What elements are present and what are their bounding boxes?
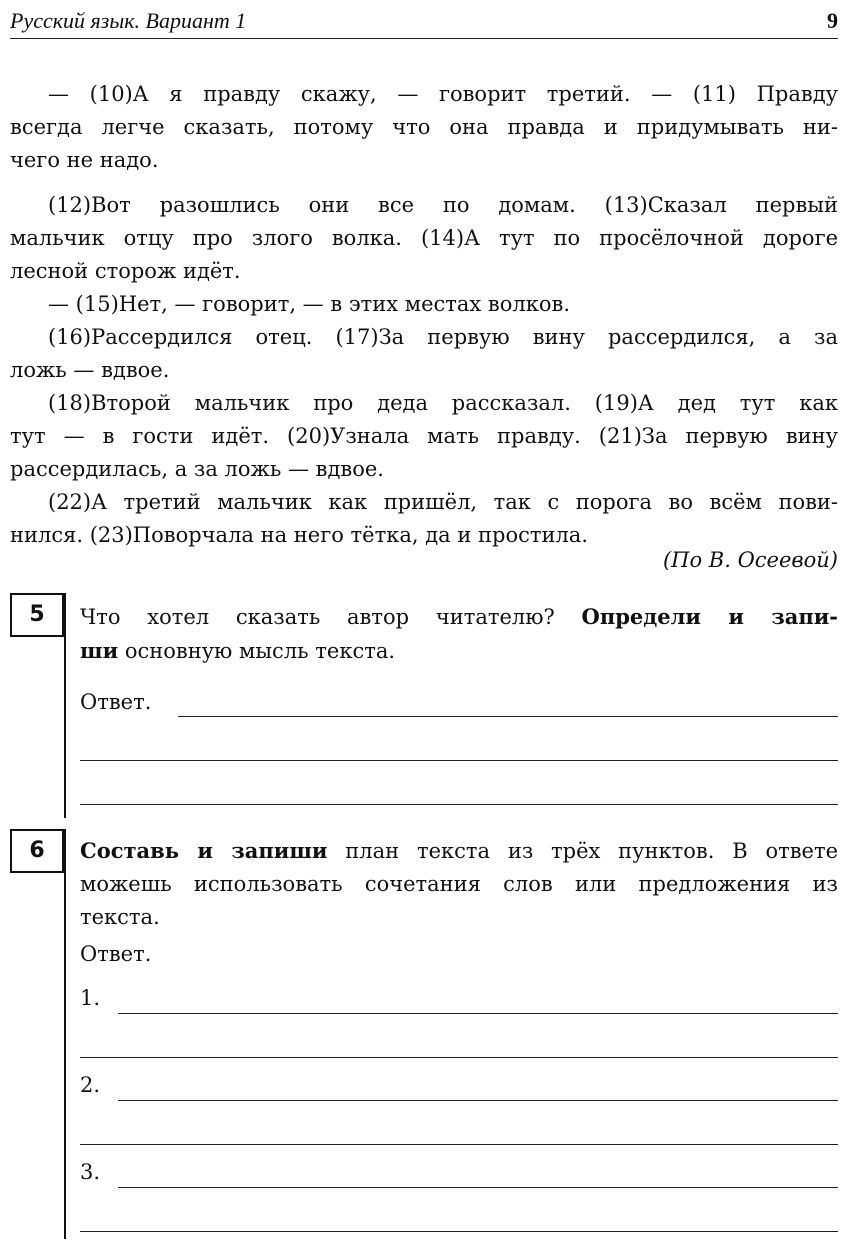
answer-line[interactable] (118, 1187, 838, 1188)
answer-line[interactable] (80, 804, 838, 805)
task5-line-1 (80, 600, 838, 634)
task6-question (80, 834, 838, 934)
task5-bold-2: ши (80, 638, 119, 663)
task6-bold: Составь и запиши (80, 838, 328, 863)
text-line: чего не надо. (10, 148, 159, 172)
page-number: 9 (827, 8, 838, 33)
task5-line-2 (80, 634, 838, 668)
text-line: (12)Вот разошлись они все по домам. (13)Сказал первый (48, 193, 838, 217)
task-number-box-5: 5 (10, 593, 64, 637)
task5-question (80, 600, 838, 668)
plan-item-number-2: 2. (80, 1073, 101, 1097)
answer-line[interactable] (118, 1013, 838, 1014)
task5-answer-label: Ответ. (80, 690, 152, 714)
text-line: (18)Второй мальчик про деда рассказал. (19)А дед тут как (48, 391, 838, 415)
text-line: (16)Рассердился отец. (17)За первую вину рассердился, а за (48, 325, 838, 349)
answer-line[interactable] (80, 1144, 838, 1145)
text-line: ложь — вдвое. (10, 358, 170, 382)
text-line: — (15)Нет, — говорит, — в этих местах волков. (48, 292, 571, 316)
answer-line[interactable] (80, 1057, 838, 1058)
passage-paragraph-2 (10, 189, 838, 552)
task-divider-6 (64, 829, 66, 1239)
task5-text-before: Что хотел сказать автор читателю? (80, 605, 582, 629)
text-line: рассердилась, а за ложь — вдвое. (10, 457, 384, 481)
text-line: нился. (23)Поворчала на него тётка, да и простила. (10, 523, 588, 547)
answer-line[interactable] (80, 1231, 838, 1232)
task6-line-2: можешь использовать сочетания слов или предложения из (80, 872, 838, 896)
task-number-box-6: 6 (10, 829, 64, 873)
answer-line[interactable] (178, 716, 838, 717)
text-line: мальчик отцу про злого волка. (14)А тут по просёлочной дороге (10, 226, 838, 250)
plan-item-number-1: 1. (80, 986, 101, 1010)
text-line: — (10)А я правду скажу, — говорит третий. — (11) Правду (48, 82, 838, 106)
task5-text-after: основную мысль текста. (118, 639, 396, 663)
answer-line[interactable] (118, 1100, 838, 1101)
text-line: (22)А третий мальчик как пришёл, так с порога во всём пови- (48, 490, 838, 514)
answer-line[interactable] (80, 760, 838, 761)
task6-line-3: текста. (80, 905, 160, 929)
source-attribution: (По В. Осеевой) (662, 548, 838, 572)
task6-line-1 (80, 834, 838, 868)
text-line: тут — в гости идёт. (20)Узнала мать правду. (21)За первую вину (10, 424, 838, 448)
task-divider-5 (64, 593, 66, 818)
text-line: лесной сторож идёт. (10, 259, 241, 283)
task6-answer-label: Ответ. (80, 942, 152, 966)
text-line: всегда легче сказать, потому что она правда и придумывать ни- (10, 115, 838, 139)
passage-paragraph-1 (10, 78, 838, 177)
task5-bold-1: Определи и запи- (581, 604, 838, 629)
page-header (10, 6, 838, 39)
plan-item-number-3: 3. (80, 1160, 101, 1184)
book-title: Русский язык. Вариант 1 (10, 8, 247, 33)
task6-line1-rest: план текста из трёх пунктов. В ответе (327, 839, 838, 863)
